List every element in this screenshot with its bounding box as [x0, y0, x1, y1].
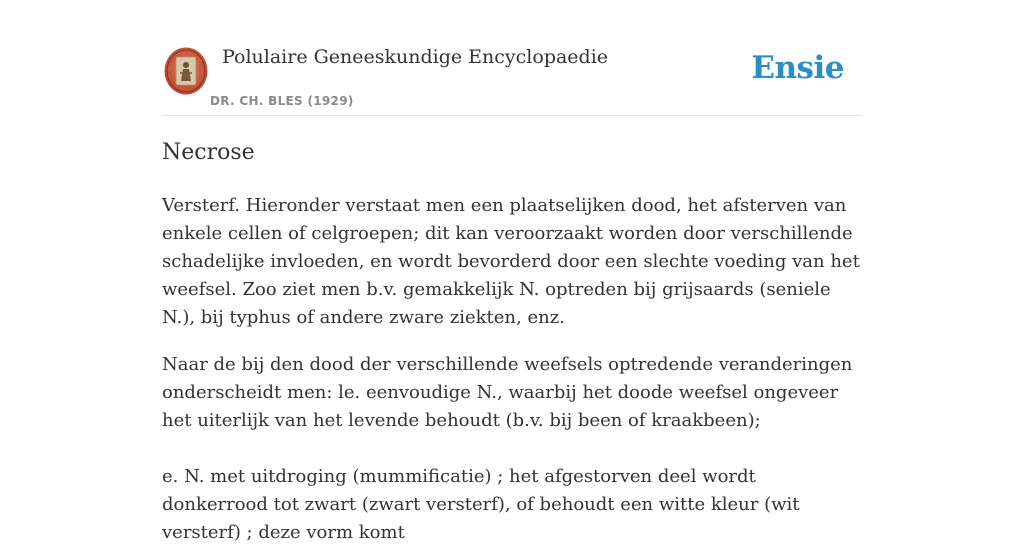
article-paragraph-3: e. N. met uitdroging (mummificatie) ; het afgestorven deel wordt donkerrood tot zwart (zwart versterf), of behoudt een witte kleur (wit versterf) ; deze vorm komt — [162, 466, 800, 543]
book-author: DR. CH. BLES (1929) — [210, 94, 354, 108]
book-cover-icon[interactable] — [164, 47, 208, 95]
book-title[interactable]: Polulaire Geneeskundige Encyclopaedie — [222, 46, 609, 68]
article-paragraph-2: Naar de bij den dood der verschillende weefsels optredende veranderingen onderscheidt men: le. eenvoudige N., waarbij het doode weefsel ongeveer het uiterlijk van het levende behoudt (b.v. bij been of kraakbeen); — [162, 354, 853, 431]
article-paragraph-1: Versterf. Hieronder verstaat men een plaatselijken dood, het afsterven van enkele cellen of celgroepen; dit kan veroorzaakt worden door verschillende schadelijke invloeden, en wordt bevorderd door een slechte voeding van het weefsel. Zoo ziet men b.v. gemakkelijk N. optreden bij grijsaards (seniele N.), bij typhus of andere zware ziekten, enz. — [162, 195, 860, 328]
article-title: Necrose — [162, 140, 255, 165]
header — [162, 40, 862, 116]
brand-logo[interactable]: Ensie — [751, 50, 844, 86]
